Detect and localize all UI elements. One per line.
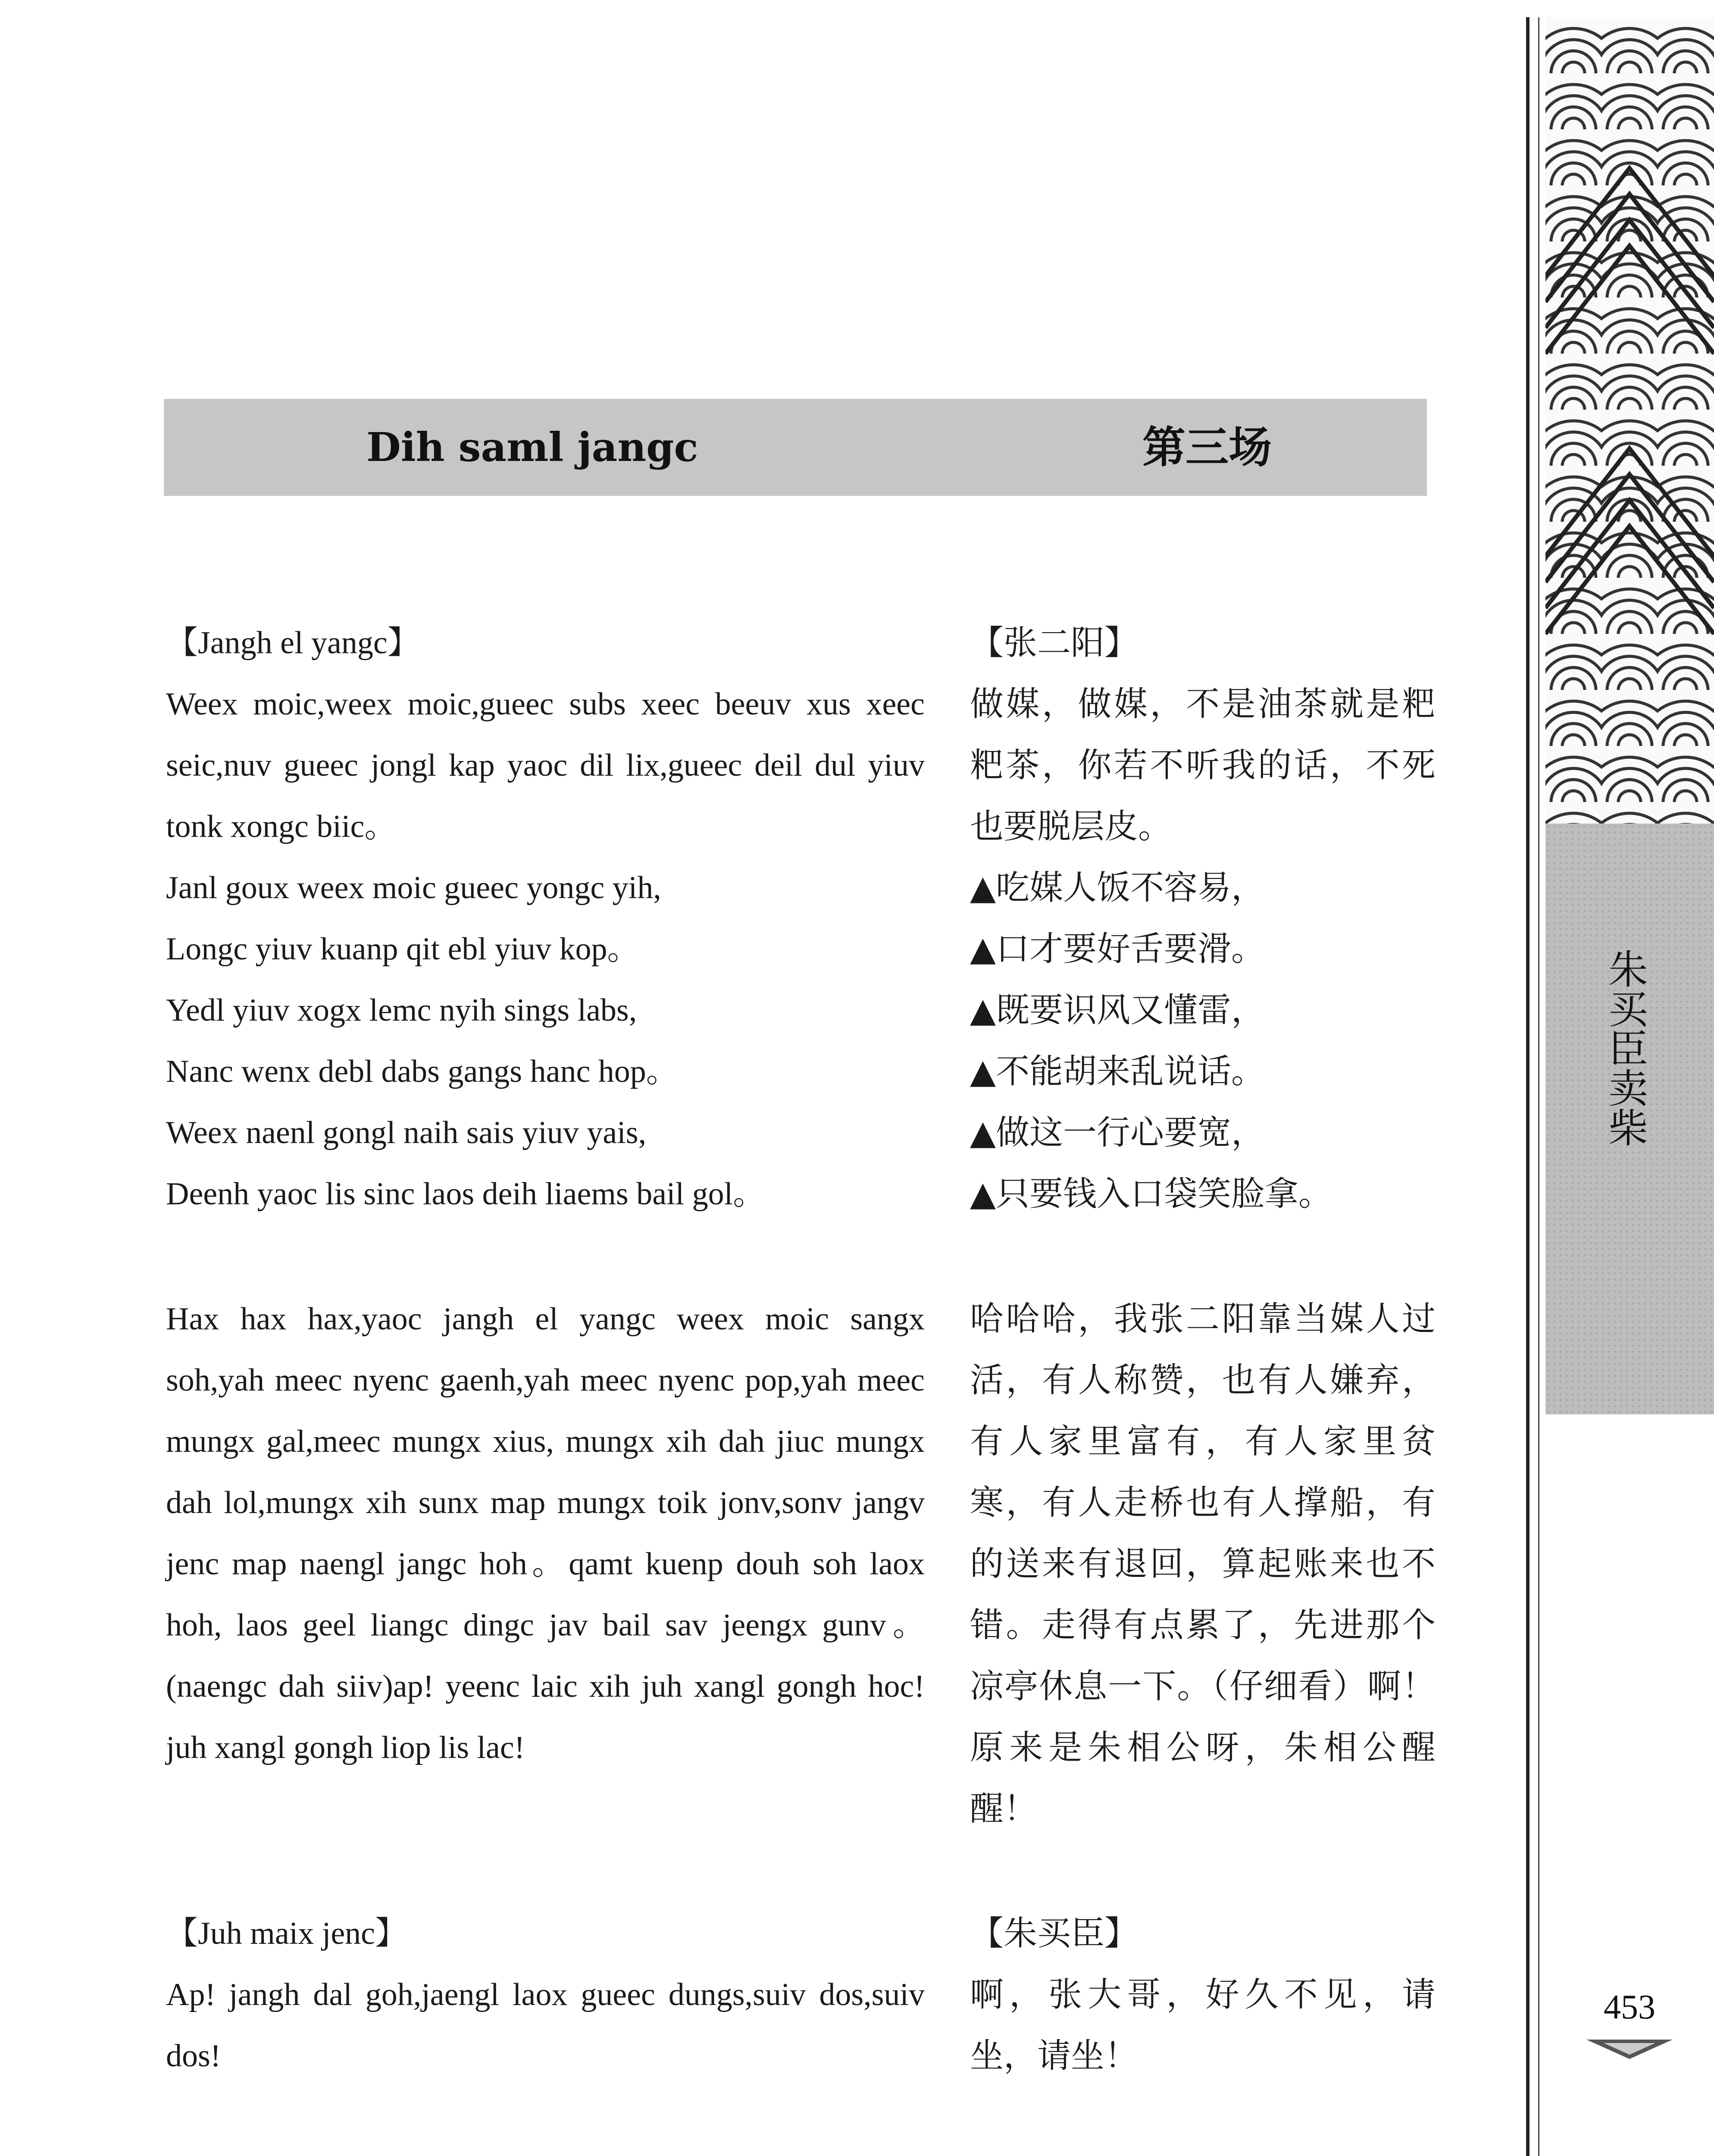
lotus-ornament-icon xyxy=(1586,2035,1673,2061)
verse-line: Deenh yaoc lis sinc laos deih liaems bail gol。 xyxy=(166,1176,765,1212)
verse-line: ▲做这一行心要宽， xyxy=(970,1113,1265,1152)
verse-line: ▲吃媒人饭不容易， xyxy=(970,868,1265,907)
running-title: 朱买臣卖柴 xyxy=(1602,949,1648,1147)
speaker-label: 【朱买臣】 xyxy=(970,1914,1138,1953)
dong-block-2 xyxy=(166,857,925,1288)
diamond-pattern-icon xyxy=(1545,17,1714,824)
dialogue-text: Ap! jangh dal goh,jaengl laox gueec dungs,suiv dos,suiv dos! xyxy=(166,1977,925,2074)
dialogue-text: 做媒，做媒，不是油茶就是粑粑茶，你若不听我的话，不死也要脱层皮。 xyxy=(970,685,1436,846)
dong-block-3 xyxy=(166,1288,925,1903)
dong-block-1 xyxy=(166,612,925,857)
speaker-label: 【Jangh el yangc】 xyxy=(166,625,419,661)
verse-line: ▲只要钱入口袋笑脸拿。 xyxy=(970,1175,1332,1213)
dong-text-column xyxy=(166,612,925,2087)
dialogue-text: Hax hax hax,yaoc jangh el yangc weex moic sangx soh,yah meec nyenc gaenh,yah meec nyenc pop,yah meec mungx gal,meec mungx xius, mungx xih dah jiuc mungx dah lol,mungx xih sunx map mungx toik jonv,sonv jangv jenc map naengl jangc hoh。qamt kuenp douh soh laox hoh, laos geel liangc dingc jav bail sav jeengx gunv。(naengc dah siiv)ap! yeenc laic xih juh xangl gongh hoc! juh xangl gongh liop lis lac! xyxy=(166,1301,925,1765)
dialogue-text: 啊，张大哥，好久不见，请坐，请坐！ xyxy=(970,1975,1436,2075)
verse-line: ▲既要识风又懂雷， xyxy=(970,991,1265,1030)
scene-title-banner xyxy=(164,399,1427,496)
dialogue-text: Weex moic,weex moic,gueec subs xeec beeuv xus xeec seic,nuv gueec jongl kap yaoc dil lix,gueec deil dul yiuv tonk xongc biic。 xyxy=(166,686,925,844)
margin-rule-thin xyxy=(1538,17,1539,2156)
chinese-text-column xyxy=(970,612,1436,2087)
scene-title-chinese: 第三场 xyxy=(1142,422,1272,473)
speaker-label: 【Juh maix jenc】 xyxy=(166,1916,407,1951)
margin-rule xyxy=(1526,17,1529,2156)
scene-title-dong: Dih saml jangc xyxy=(366,424,698,470)
chinese-block-3 xyxy=(970,1288,1436,1903)
verse-line: Janl goux weex moic gueec yongc yih, xyxy=(166,870,661,906)
verse-line: ▲不能胡来乱说话。 xyxy=(970,1052,1265,1091)
verse-line: Weex naenl gongl naih sais yiuv yais, xyxy=(166,1115,647,1150)
verse-line: ▲口才要好舌要滑。 xyxy=(970,930,1265,968)
verse-line: Longc yiuv kuanp qit ebl yiuv kop。 xyxy=(166,931,639,967)
verse-line: Yedl yiuv xogx lemc nyih sings labs, xyxy=(166,993,637,1028)
chinese-block-4 xyxy=(970,1903,1436,2087)
dialogue-text: 哈哈哈，我张二阳靠当媒人过活，有人称赞，也有人嫌弃，有人家里富有，有人家里贫寒，有人走桥也有人撑船，有的送来有退回，算起账来也不错。走得有点累了，先进那个凉亭休息一下。（仔细看）啊！原来是朱相公呀，朱相公醒醒！ xyxy=(970,1300,1436,1828)
speaker-label: 【张二阳】 xyxy=(970,624,1138,662)
chinese-block-1 xyxy=(970,612,1436,857)
dong-block-4 xyxy=(166,1903,925,2087)
page-number: 453 xyxy=(1604,1988,1655,2026)
chinese-block-2 xyxy=(970,857,1436,1288)
verse-line: Nanc wenx debl dabs gangs hanc hop。 xyxy=(166,1054,678,1089)
